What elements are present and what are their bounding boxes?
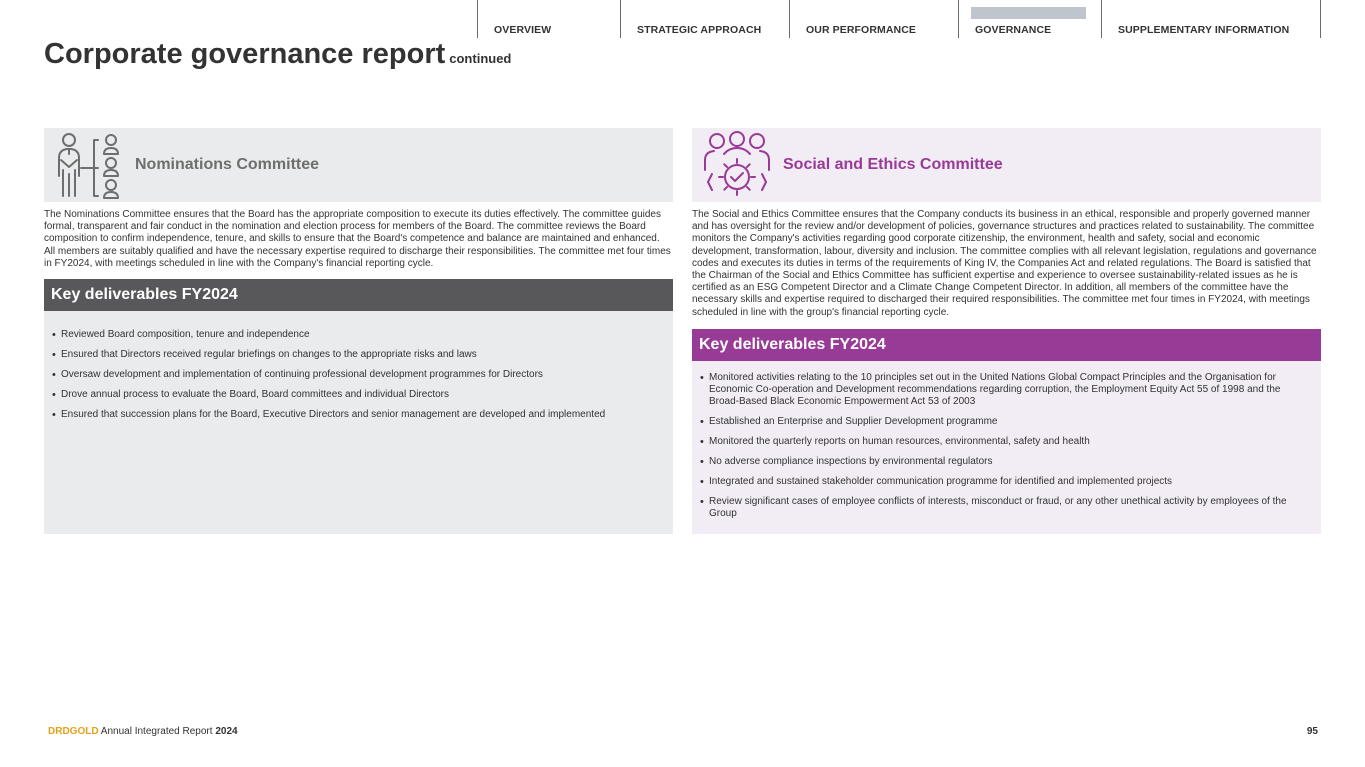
list-item: • Reviewed Board composition, tenure and independence [52, 329, 659, 341]
tab-supplementary-information[interactable] [1101, 0, 1321, 38]
tab-our-performance[interactable] [789, 0, 958, 38]
social-ethics-committee-header [692, 128, 1321, 202]
nominations-key-deliverables-header: Key deliverables FY2024 [44, 279, 673, 311]
tab-strategic-approach-label: STRATEGIC APPROACH [637, 24, 762, 36]
tab-overview[interactable] [477, 0, 620, 38]
footer-report-title: Annual Integrated Report [100, 726, 213, 737]
social-ethics-committee-title: Social and Ethics Committee [783, 156, 1003, 173]
tab-our-performance-label: OUR PERFORMANCE [806, 24, 917, 36]
list-item: • Established an Enterprise and Supplier Development programme [700, 416, 1307, 428]
list-item: • Monitored the quarterly reports on human resources, environmental, safety and health [700, 436, 1307, 448]
nominations-committee-section [44, 128, 673, 534]
social-ethics-key-deliverables-panel [692, 361, 1321, 534]
list-item: • Integrated and sustained stakeholder communication programme for identified and implemented projects [700, 476, 1307, 488]
list-item: • Ensured that Directors received regular briefings on changes to the appropriate risks and laws [52, 349, 659, 361]
nominations-deliverables-list [52, 329, 659, 421]
list-item: • Review significant cases of employee conflicts of interests, misconduct or fraud, or any other unethical activity by employees of the Group [700, 496, 1307, 520]
footer-report-name [48, 726, 238, 737]
list-item: • Oversaw development and implementation of continuing professional development programmes for Directors [52, 369, 659, 381]
nominations-key-deliverables-panel [44, 311, 673, 534]
list-item: • Monitored activities relating to the 10 principles set out in the United Nations Global Compact Principles and the Organisation for Economic Co-operation and Development recommendations regarding corruption, the Employment Equity Act 55 of 1998 and the Broad-Based Black Economic Empowerment Act 53 of 2003 [700, 372, 1307, 409]
people-gear-check-icon [702, 130, 772, 200]
social-ethics-committee-description: The Social and Ethics Committee ensures that the Company conducts its business in an ethical, responsible and properly governed manner and has oversight for the review and/or development of policies, governance structures and practices related to sustainability. The committee monitors the Company's activities regarding good corporate citizenship, the environment, health and safety, social and economic development, transformation, labour, diversity and inclusion. The committee complies with all relevant legislation, regulations and governance codes and executes its duties in terms of the requirements of King IV, the Companies Act and related regulations. The Board is satisfied that the Chairman of the Social and Ethics Committee has sufficient expertise and experience to oversee sustainability-related issues as he is certified as an ESG Competent Director and a Climate Change Competent Director. In addition, all members of the committee have the necessary skills and expertise required to discharged their required responsibilities. The committee met four times in FY2024, with meetings scheduled in line with the group's financial reporting cycle. [692, 209, 1317, 318]
list-item: • No adverse compliance inspections by environmental regulators [700, 456, 1307, 468]
social-ethics-deliverables-list [700, 372, 1307, 521]
social-ethics-committee-section [692, 128, 1321, 534]
nominations-committee-title: Nominations Committee [135, 156, 320, 173]
committee-people-icon [54, 130, 124, 200]
footer-year: 2024 [215, 726, 238, 737]
active-tab-indicator [971, 7, 1086, 19]
page-title [44, 38, 511, 71]
page-title-suffix: continued [449, 51, 512, 66]
social-ethics-key-deliverables-header: Key deliverables FY2024 [692, 329, 1321, 361]
tab-overview-label: OVERVIEW [494, 24, 552, 36]
page-title-text: Corporate governance report [44, 38, 446, 70]
list-item: • Ensured that succession plans for the Board, Executive Directors and senior management are developed and implemented [52, 409, 659, 421]
tab-supplementary-information-label: SUPPLEMENTARY INFORMATION [1118, 24, 1290, 36]
list-item: • Drove annual process to evaluate the Board, Board committees and individual Directors [52, 389, 659, 401]
tab-strategic-approach[interactable] [620, 0, 789, 38]
nominations-committee-description: The Nominations Committee ensures that the Board has the appropriate composition to execute its duties effectively. The committee guides formal, transparent and fair conduct in the nomination and election process for members of the Board. The committee reviews the Board composition to confirm independence, tenure, and skills to ensure that the Board's competence and balance are maintained and enhanced. All members are suitably qualified and have the necessary expertise required to discharge their responsibilities. The committee met four times in FY2024, with meetings scheduled in line with the Company's financial reporting cycle. [44, 209, 671, 269]
tab-governance[interactable] [958, 0, 1101, 38]
tab-governance-label: GOVERNANCE [975, 24, 1052, 36]
page-number: 95 [1306, 726, 1318, 737]
nominations-committee-header [44, 128, 673, 202]
top-navigation [477, 0, 1321, 38]
footer-brand: DRDGOLD [48, 726, 99, 737]
